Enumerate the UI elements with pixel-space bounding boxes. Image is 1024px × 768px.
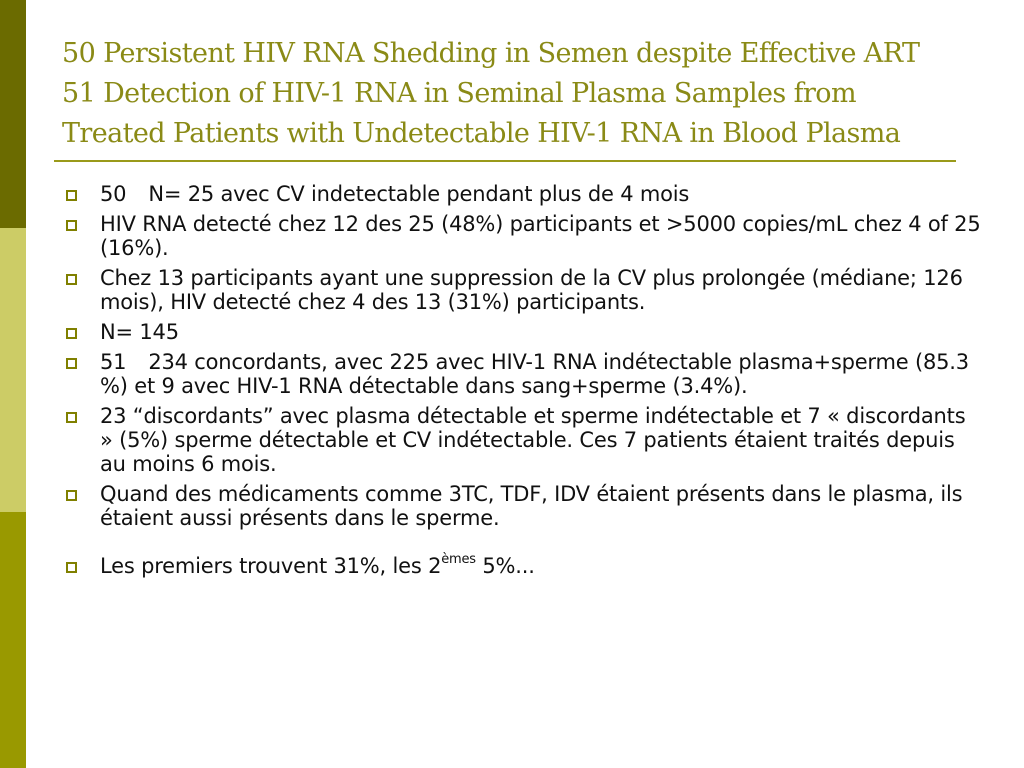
bullet-superscript: èmes (441, 552, 476, 567)
side-bar-light-segment (0, 228, 26, 512)
side-bar-mid-segment (0, 512, 26, 768)
title-line-1: 50 Persistent HIV RNA Shedding in Semen despite Effective ART (62, 38, 920, 69)
bullet-text: 23 “discordants” avec plasma détectable et sperme indétectable et 7 « discordants » (5%) sperme détectable et CV indétectable. Ces 7 patients étaient traités depuis au moins 6 mois. (100, 404, 966, 476)
side-accent-bar (0, 0, 26, 768)
side-bar-dark-segment (0, 0, 26, 228)
title-line-2: 51 Detection of HIV-1 RNA in Seminal Plasma Samples from (62, 78, 856, 109)
hollow-square-bullet-icon (66, 220, 77, 231)
hollow-square-bullet-icon (66, 562, 77, 573)
slide-title (62, 34, 992, 154)
bullet-item-2 (62, 212, 982, 260)
bullet-item-7 (62, 482, 982, 530)
bullet-item-4 (62, 320, 982, 344)
bullet-text: Quand des médicaments comme 3TC, TDF, IDV étaient présents dans le plasma, ils étaient aussi présents dans le sperme. (100, 482, 963, 530)
hollow-square-bullet-icon (66, 358, 77, 369)
bullet-item-6 (62, 404, 982, 476)
bullet-item-8 (62, 554, 982, 578)
hollow-square-bullet-icon (66, 490, 77, 501)
bullet-item-5 (62, 350, 982, 398)
hollow-square-bullet-icon (66, 274, 77, 285)
bullet-item-1 (62, 182, 982, 206)
bullet-text: 234 concordants, avec 225 avec HIV-1 RNA indétectable plasma+sperme (85.3 %) et 9 avec HIV-1 RNA détectable dans sang+sperme (3.4%). (100, 350, 969, 398)
title-line-3: Treated Patients with Undetectable HIV-1 RNA in Blood Plasma (62, 118, 901, 149)
bullet-text-after: 5%... (475, 554, 535, 578)
bullet-text: N= 145 (100, 320, 179, 344)
hollow-square-bullet-icon (66, 412, 77, 423)
bullet-prefix: 51 (100, 350, 127, 374)
bullet-text: N= 25 avec CV indetectable pendant plus de 4 mois (148, 182, 690, 206)
bullet-item-3 (62, 266, 982, 314)
bullet-prefix: 50 (100, 182, 127, 206)
hollow-square-bullet-icon (66, 190, 77, 201)
hollow-square-bullet-icon (66, 328, 77, 339)
bullet-text: HIV RNA detecté chez 12 des 25 (48%) participants et >5000 copies/mL chez 4 of 25 (16%). (100, 212, 981, 260)
bullet-text: Chez 13 participants ayant une suppression de la CV plus prolongée (médiane; 126 mois), HIV detecté chez 4 des 13 (31%) participants. (100, 266, 963, 314)
bullet-text: Les premiers trouvent 31%, les 2 (100, 554, 442, 578)
bullet-list (62, 182, 982, 584)
title-divider (54, 160, 956, 162)
